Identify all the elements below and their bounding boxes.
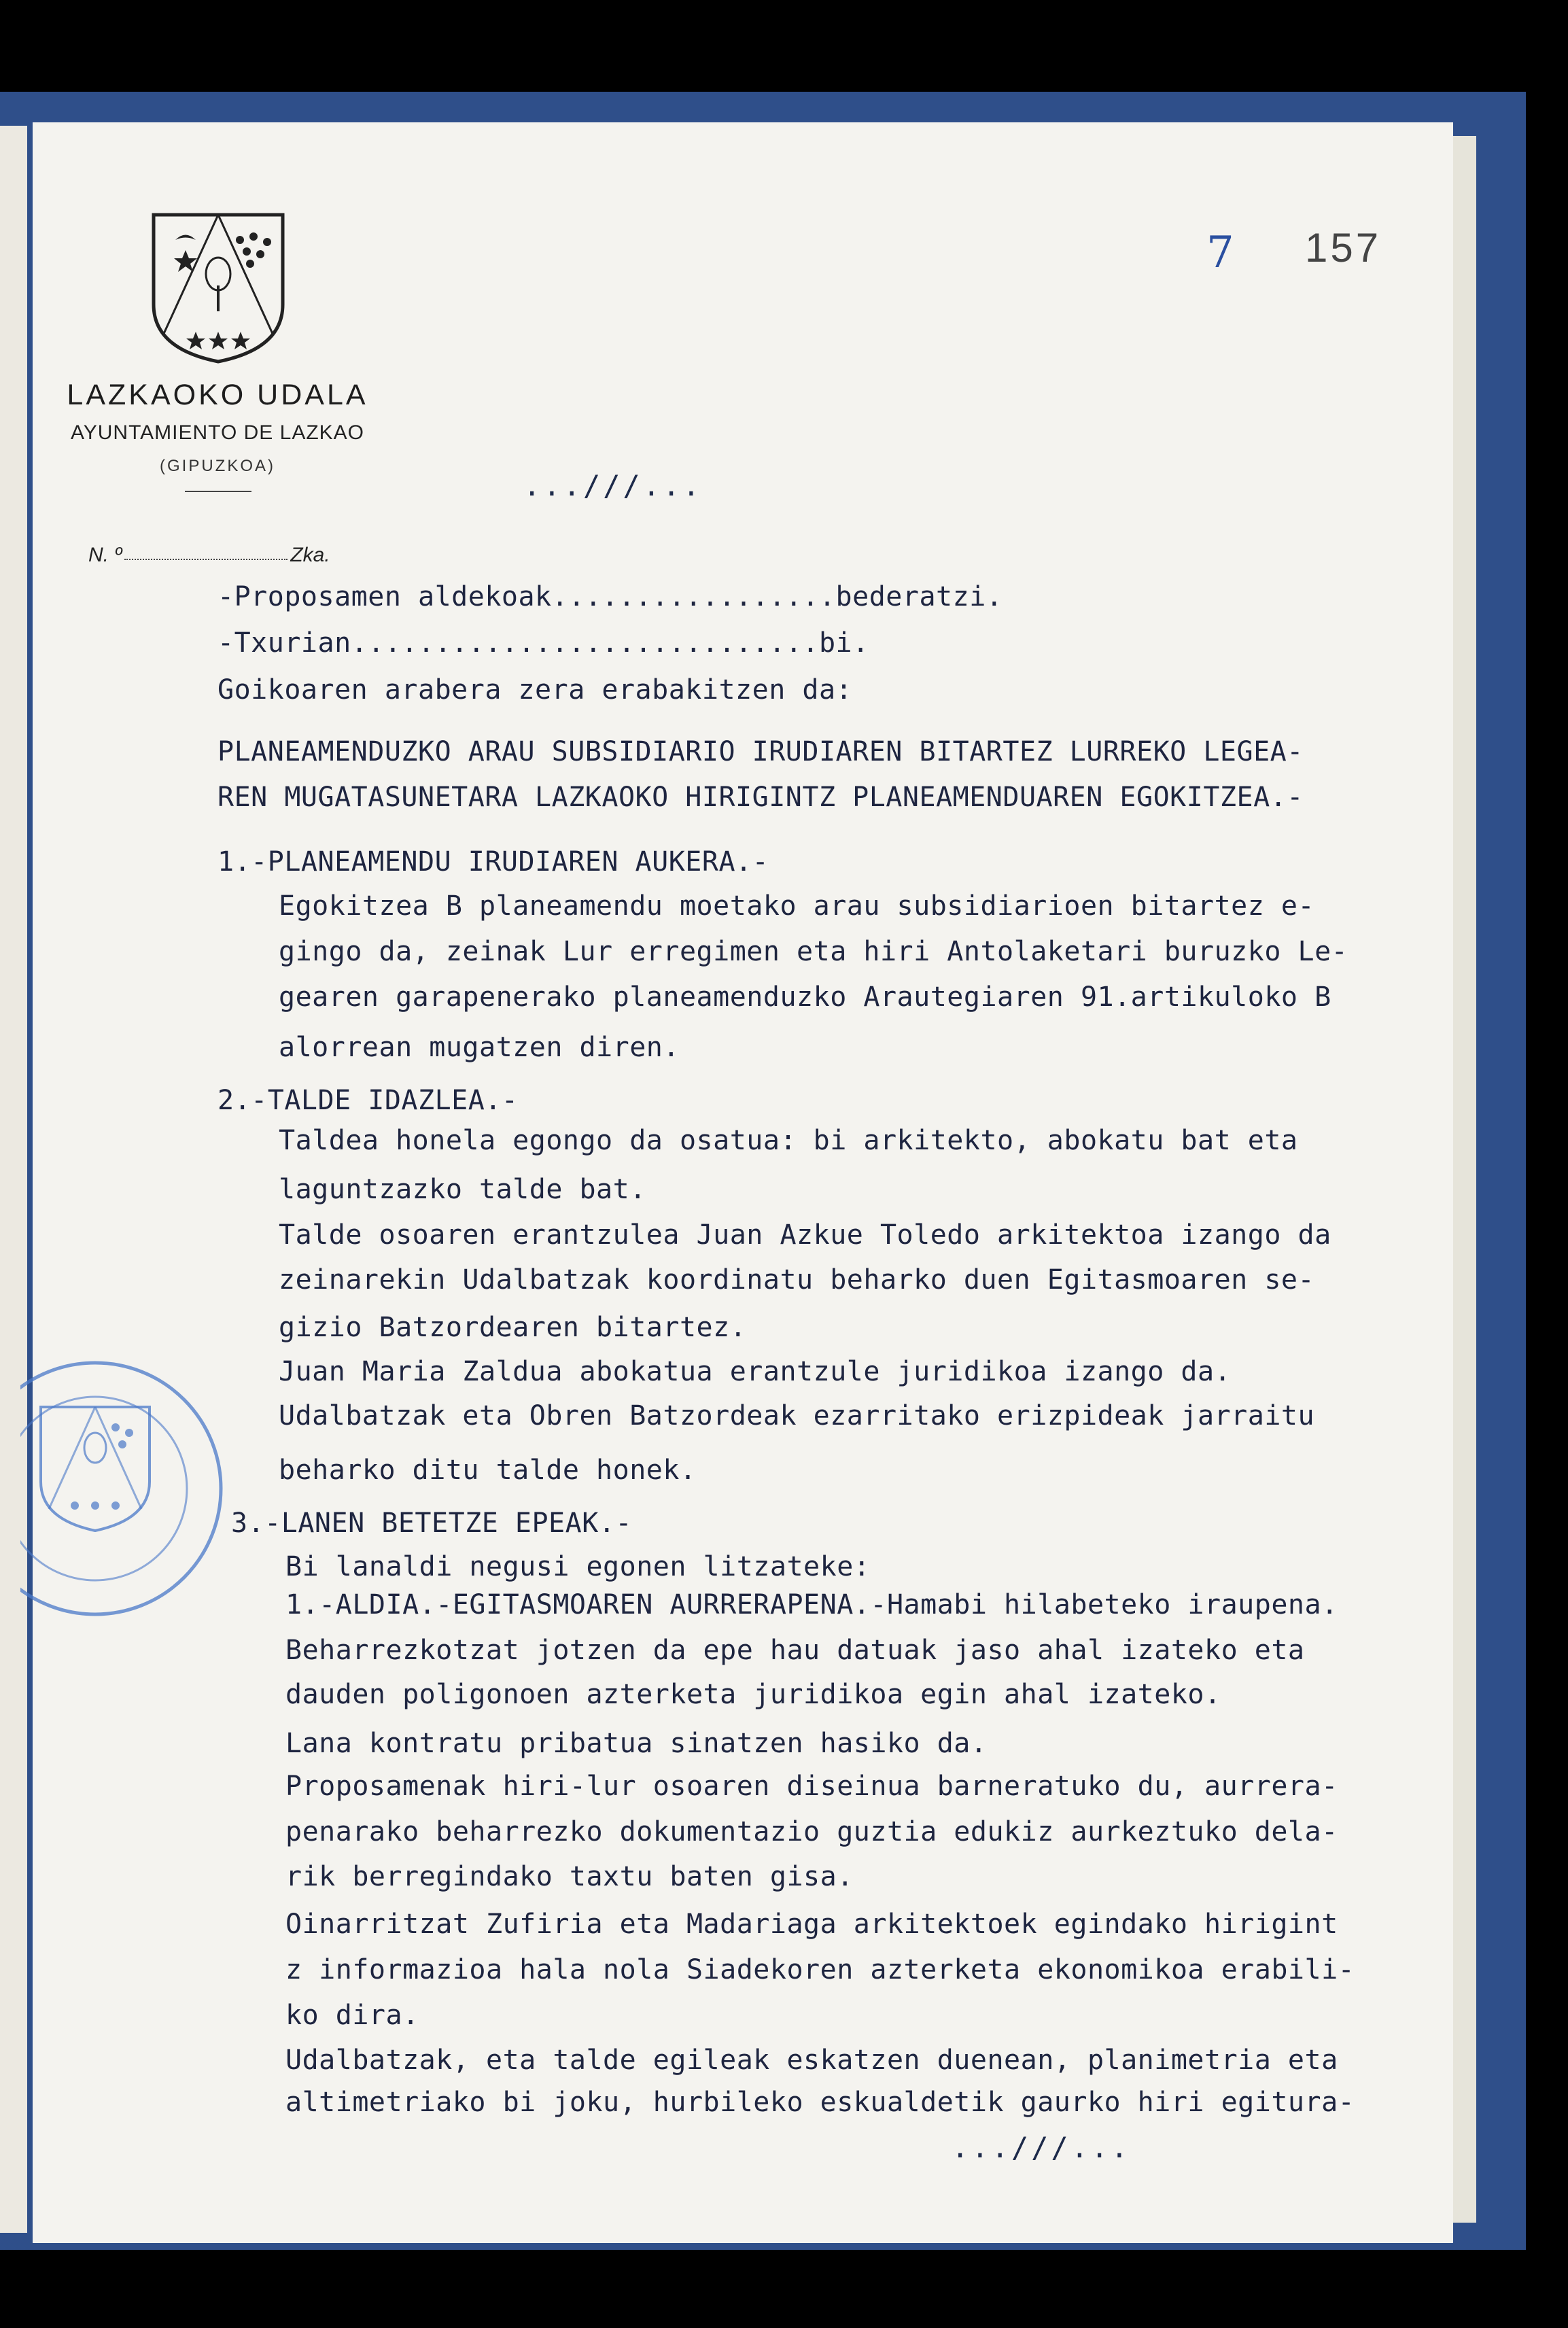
text-line: gizio Batzordearen bitartez.: [279, 1312, 747, 1343]
text-line: gingo da, zeinak Lur erregimen eta hiri Antolaketari buruzko Le-: [279, 936, 1348, 967]
text-line: Oinarritzat Zufiria eta Madariaga arkitektoek egindako hirigint: [285, 1909, 1338, 1940]
continuation-mark-bottom: ...///...: [952, 2131, 1131, 2164]
text-line: -Proposamen aldekoak.................bederatzi.: [217, 581, 1003, 612]
text-line: penarako beharrezko dokumentazio guztia edukiz aurkeztuko dela-: [285, 1816, 1338, 1847]
text-line: rik berregindako taxtu baten gisa.: [285, 1861, 854, 1892]
registry-number-blank: [124, 559, 288, 560]
text-line: beharko ditu talde honek.: [279, 1455, 697, 1486]
text-line: altimetriako bi joku, hurbileko eskualdetik gaurko hiri egitura-: [285, 2087, 1355, 2118]
text-line: Egokitzea B planeamendu moetako arau subsidiarioen bitartez e-: [279, 890, 1315, 922]
org-province: (GIPUZKOA): [159, 457, 275, 475]
text-line: alorrean mugatzen diren.: [279, 1032, 680, 1063]
text-line: ko dira.: [285, 2000, 419, 2031]
registry-number-prefix: N. º: [88, 544, 122, 566]
continuation-mark-top: ...///...: [523, 469, 703, 502]
text-line: Beharrezkotzat jotzen da epe hau datuak jaso ahal izateko eta: [285, 1635, 1305, 1666]
section-heading: 1.-PLANEAMENDU IRUDIAREN AUKERA.-: [217, 846, 769, 878]
text-line: Lana kontratu pribatua sinatzen hasiko da.: [285, 1728, 988, 1759]
coat-of-arms-icon: [148, 209, 288, 366]
section-heading: 3.-LANEN BETETZE EPEAK.-: [231, 1508, 632, 1539]
text-line: 1.-ALDIA.-EGITASMOAREN AURRERAPENA.-Hamabi hilabeteko iraupena.: [285, 1589, 1338, 1620]
section-heading: 2.-TALDE IDAZLEA.-: [217, 1085, 519, 1116]
text-line: Taldea honela egongo da osatua: bi arkitekto, abokatu bat eta: [279, 1125, 1298, 1156]
org-name: LAZKAOKO UDALA: [67, 379, 368, 411]
text-line: PLANEAMENDUZKO ARAU SUBSIDIARIO IRUDIAREN BITARTEZ LURREKO LEGEA-: [217, 736, 1304, 767]
header-rule: [185, 491, 251, 492]
text-line: dauden poligonoen azterketa juridikoa egin ahal izateko.: [285, 1679, 1221, 1710]
text-line: REN MUGATASUNETARA LAZKAOKO HIRIGINTZ PLANEAMENDUAREN EGOKITZEA.-: [217, 782, 1304, 813]
text-line: Proposamenak hiri-lur osoaren diseinua barneratuko du, aurrera-: [285, 1771, 1338, 1802]
registry-number-suffix: Zka.: [290, 544, 330, 566]
text-line: Udalbatzak eta Obren Batzordeak ezarritako erizpideak jarraitu: [279, 1400, 1315, 1431]
text-line: Udalbatzak, eta talde egileak eskatzen duenean, planimetria eta: [285, 2045, 1338, 2076]
registry-number-field: [88, 544, 330, 567]
text-line: zeinarekin Udalbatzak koordinatu beharko duen Egitasmoaren se-: [279, 1264, 1315, 1296]
text-line: Bi lanaldi negusi egonen litzateke:: [285, 1551, 871, 1582]
text-line: Talde osoaren erantzulea Juan Azkue Toledo arkitektoa izango da: [279, 1219, 1331, 1251]
text-line: z informazioa hala nola Siadekoren azterketa ekonomikoa erabili-: [285, 1954, 1355, 1985]
page-number: 157: [1305, 225, 1382, 271]
text-line: gearen garapenerako planeamenduzko Arautegiaren 91.artikuloko B: [279, 981, 1331, 1013]
text-line: Goikoaren arabera zera erabakitzen da:: [217, 674, 853, 706]
text-line: laguntzazko talde bat.: [279, 1174, 646, 1205]
org-subtitle: AYUNTAMIENTO DE LAZKAO: [70, 421, 365, 444]
handwritten-mark: 7: [1206, 228, 1234, 278]
municipal-stamp-icon: [20, 1353, 224, 1625]
left-page-edge: [0, 126, 27, 2233]
text-line: Juan Maria Zaldua abokatua erantzule juridikoa izango da.: [279, 1356, 1232, 1387]
text-line: -Txurian............................bi.: [217, 627, 869, 659]
